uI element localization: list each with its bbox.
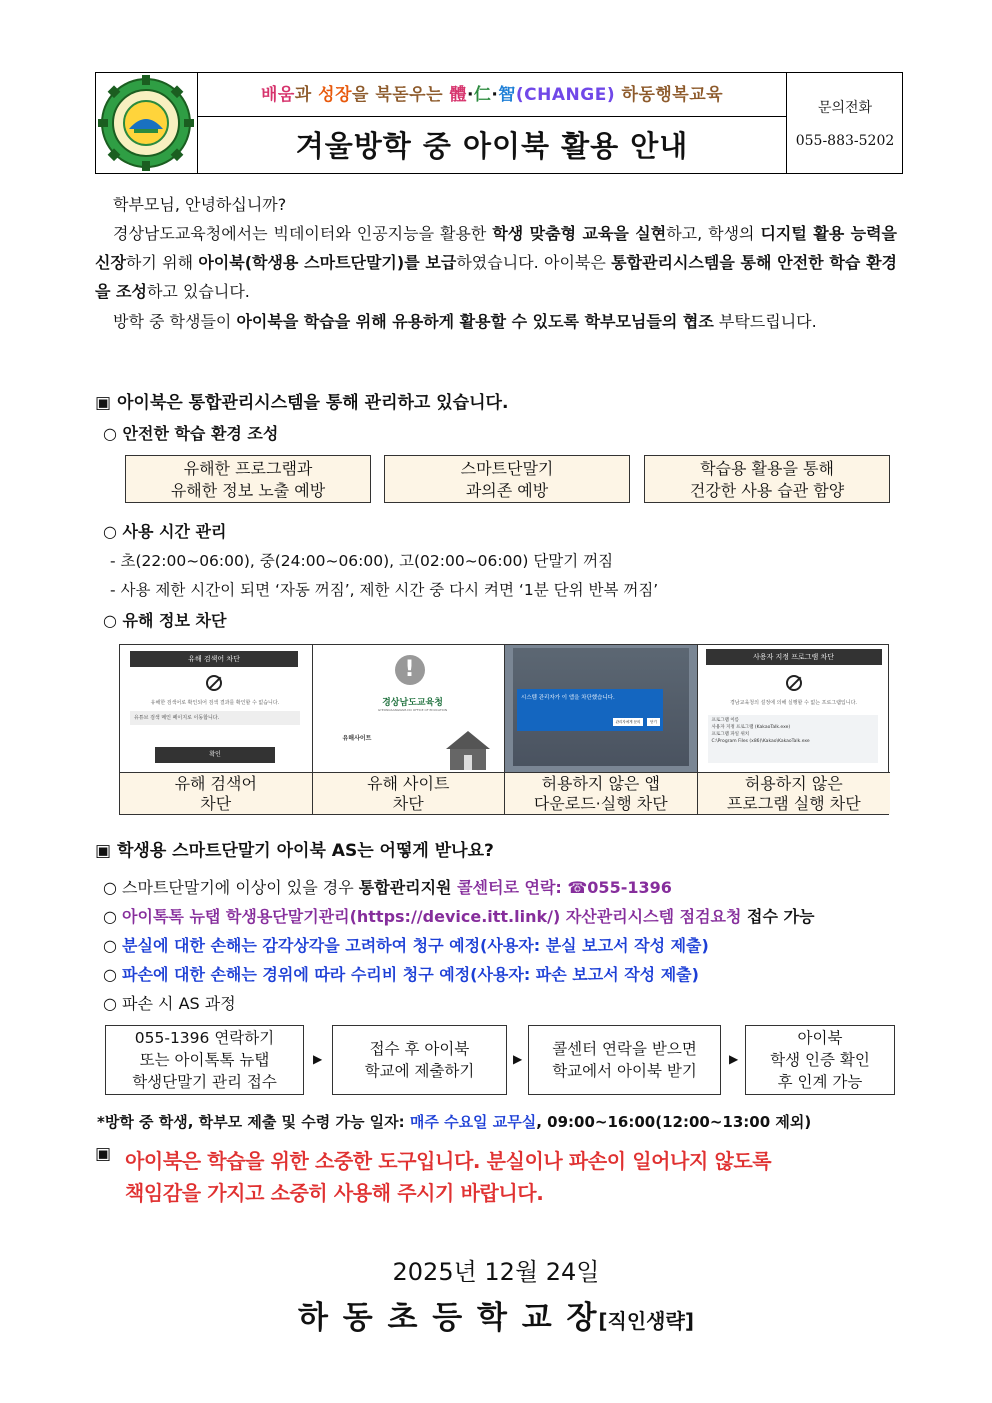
text-run: ○ (103, 965, 123, 984)
screenshot-blocked-app (505, 645, 698, 772)
time-rule: - 초(22:00~06:00), 중(24:00~06:00), 고(02:00~06:00) 단말기 꺼짐 (110, 552, 614, 570)
section-heading-as: ▣ 학생용 스마트단말기 아이북 AS는 어떻게 받나요? (95, 841, 494, 861)
text-run: 학생 맞춤형 교육을 실현 (492, 224, 667, 243)
block-caption: 유해 사이트 차단 (313, 772, 506, 814)
text-run: ○ (103, 907, 123, 926)
dialog-message: 시스템 관리자가 이 앱을 차단했습니다. (521, 695, 615, 701)
as-bullet (103, 904, 814, 927)
confirm-button: 확인 (155, 747, 275, 763)
text-run: 통합관리지원 (358, 878, 458, 897)
text-run: 파손에 대한 손해는 경위에 따라 수리비 청구 예정(사용자: 파손 보고서 작성 제출) (122, 965, 699, 984)
principal-title: 하 동 초 등 학 교 장 (298, 1300, 599, 1336)
arrow-right-icon: ▶ (513, 1052, 523, 1066)
text-run: 부탁드립니다. (713, 312, 817, 331)
blocked-dialog (517, 689, 663, 731)
block-caption: 허용하지 않은 프로그램 실행 차단 (698, 772, 891, 814)
program-info-line: C:\Program Files (x86)\Kakao\KakaoTalk.exe (711, 739, 810, 744)
screen-message: 유해한 검색어로 확인되어 검색 결과를 확인할 수 없습니다. (150, 700, 280, 706)
school-emblem (96, 73, 198, 173)
screen-title-bar: 유해 검색어 차단 (130, 651, 298, 667)
subheading-safe-environment: ○ 안전한 학습 환경 조성 (103, 424, 279, 443)
seal-omitted: [직인생략] (598, 1309, 694, 1333)
slogan-part: 智 (498, 85, 516, 105)
slogan-part: 과 (294, 85, 319, 105)
block-caption: 허용하지 않은 앱 다운로드·실행 차단 (505, 772, 698, 814)
text-run: 아이톡톡 뉴탭 학생용단말기관리(https://device.itt.link/) 자산관리시스템 점검요청 (122, 907, 742, 926)
block-caption: 유해 검색어 차단 (120, 772, 313, 814)
text-run: 콜센터로 연락: ☎055-1396 (457, 878, 672, 897)
text-run: ○ 스마트단말기에 이상이 있을 경우 (103, 878, 359, 897)
goal-box: 유해한 프로그램과 유해한 정보 노출 예방 (125, 455, 371, 503)
slogan-part: · (491, 85, 499, 105)
slogan-part: 仁 (473, 85, 492, 105)
text-run: 매주 수요일 교무실 (409, 1113, 537, 1131)
document-date: 2025년 12월 24일 (392, 1258, 600, 1286)
text-run: 아이북을 학습을 위해 유용하게 활용할 수 있도록 학부모님들의 협조 (236, 312, 714, 331)
goal-box: 학습용 활용을 통해 건강한 사용 습관 함양 (644, 455, 890, 503)
house-illustration (438, 725, 500, 770)
as-step-box: 055-1396 연락하기 또는 아이톡톡 뉴탭 학생단말기 관리 접수 (105, 1025, 304, 1095)
slogan-part: 배움 (260, 85, 295, 105)
as-bullet (103, 933, 709, 956)
screenshot-blocked-keyword (120, 645, 313, 772)
program-info-box (708, 715, 878, 763)
inquiry-label: 문의전화 (817, 100, 873, 116)
org-logo: 경상남도교육청 (382, 698, 443, 708)
text-run: 하기 위해 (125, 253, 199, 272)
subheading-harmful-block: ○ 유해 정보 차단 (103, 611, 227, 630)
as-step-box: 접수 후 아이북 학교에 제출하기 (332, 1025, 507, 1095)
org-logo-en: GYEONGSANGNAM-DO OFFICE OF EDUCATION (377, 708, 448, 712)
text-run: 하고, 학생의 (666, 224, 761, 243)
screen-message: 경남교육청의 설정에 의해 실행할 수 없는 프로그램입니다. (729, 700, 858, 706)
slogan-part: 體 (449, 85, 467, 105)
time-rule: - 사용 제한 시간이 되면 ‘자동 꺼짐’, 제한 시간 중 다시 켜면 ‘1분 단위 반복 꺼짐’ (110, 581, 659, 599)
closing-mark: ▣ (95, 1144, 112, 1164)
inquiry-box (786, 73, 902, 173)
slogan-part: 하동행복교육 (621, 85, 724, 105)
text-run: ○ (103, 936, 123, 955)
arrow-right-icon: ▶ (729, 1052, 739, 1066)
program-info-line: 프로그램 이름 (711, 718, 740, 723)
as-bullet (103, 962, 699, 985)
text-run: 하였습니다. 아이북은 (456, 253, 612, 272)
slogan-part: 성장 (318, 85, 352, 105)
closing-message-line-2: 책임감을 가지고 소중히 사용해 주시기 바랍니다. (125, 1181, 544, 1205)
arrow-right-icon: ▶ (313, 1052, 323, 1066)
education-slogan (198, 73, 786, 117)
closing-message-line-1: 아이북은 학습을 위한 소중한 도구입니다. 분실이나 파손이 일어나지 않도록 (125, 1149, 772, 1173)
intro-paragraph-2 (95, 307, 897, 336)
as-bullet (103, 875, 672, 898)
text-run: , 09:00~16:00(12:00~13:00 제외) (536, 1113, 812, 1131)
text-run: 접수 가능 (741, 907, 815, 926)
slogan-part: (CHANGE) (515, 85, 622, 105)
text-run: 경상남도교육청에서는 빅데이터와 인공지능을 활용한 (113, 224, 493, 243)
prohibited-icon (786, 675, 802, 691)
subheading-usage-time: ○ 사용 시간 관리 (103, 522, 227, 541)
block-examples-table (119, 644, 889, 815)
text-run: 하고 있습니다. (146, 282, 250, 301)
program-info-line: 프로그램 파일 위치 (711, 732, 750, 737)
screen-message-box: 유튜브 검색 메인 페이지로 이동합니다. (130, 711, 300, 725)
text-run: 분실에 대한 손해는 감각상각을 고려하여 청구 예정(사용자: 분실 보고서 작성 제출) (122, 936, 709, 955)
screen-title-bar: 사용자 지정 프로그램 차단 (706, 649, 882, 665)
dialog-close-button: 닫기 (647, 718, 660, 726)
intro-paragraph-1 (95, 219, 897, 306)
program-info-line: 사용자 지정 프로그램 (KakaoTalk.exe) (711, 725, 791, 730)
inquiry-phone: 055-883-5202 (795, 133, 895, 149)
goal-box: 스마트단말기 과의존 예방 (384, 455, 630, 503)
prohibited-icon (206, 675, 222, 691)
warning-icon: ! (395, 655, 425, 685)
as-bullet: ○ 파손 시 AS 과정 (103, 994, 236, 1013)
school-emblem-icon (96, 73, 196, 173)
text-run: *방학 중 학생, 학부모 제출 및 수령 가능 일자: (97, 1113, 410, 1131)
screenshot-blocked-program (698, 645, 891, 772)
as-step-box: 콜센터 연락을 받으면 학교에서 아이북 받기 (528, 1025, 721, 1095)
greeting: 학부모님, 안녕하십니까? (113, 195, 287, 214)
section-heading-management: ▣ 아이북은 통합관리시스템을 통해 관리하고 있습니다. (95, 393, 509, 413)
signature-line (0, 1292, 992, 1337)
submission-note (97, 1111, 811, 1132)
page-title: 겨울방학 중 아이북 활용 안내 (295, 129, 689, 163)
screenshot-blocked-site (313, 645, 506, 772)
text-run: 통합관리시스템을 통해 안전한 학습 환경을 조성 (95, 253, 897, 301)
as-step-box: 아이북 학생 인증 확인 후 인계 가능 (745, 1025, 895, 1095)
dialog-contact-button: 관리자에게 문의 (613, 718, 643, 726)
site-label: 유해사이트 (342, 735, 372, 742)
slogan-part: 을 북돋우는 (352, 85, 450, 105)
text-run: 방학 중 학생들이 (113, 312, 237, 331)
document-header (95, 72, 903, 174)
slogan-part: · (466, 85, 474, 105)
text-run: 디지털 활용 능력을 신장 (95, 224, 897, 272)
text-run: 아이북(학생용 스마트단말기)를 보급 (198, 253, 457, 272)
